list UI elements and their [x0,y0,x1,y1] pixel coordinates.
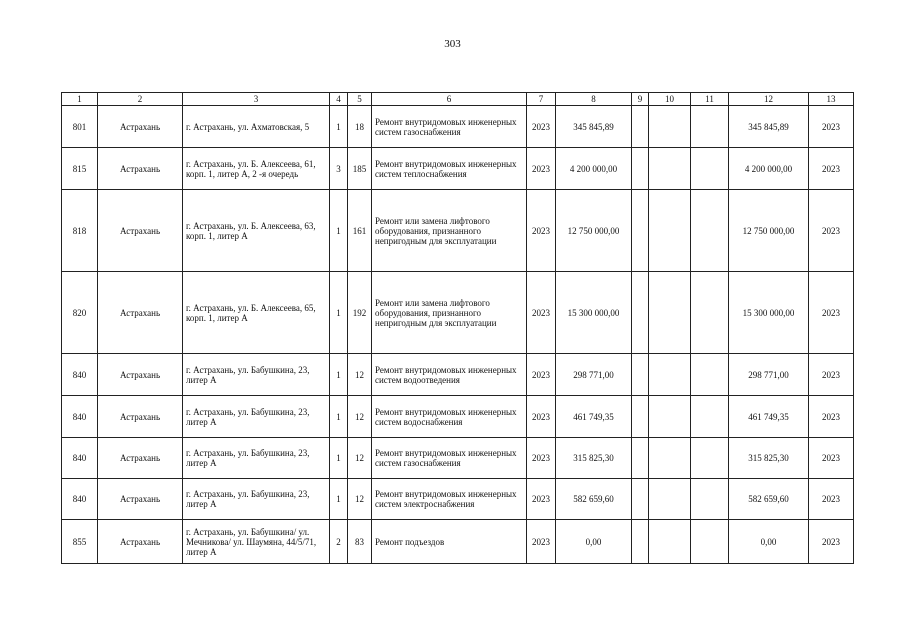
cell-completion-year: 2023 [809,148,854,190]
cell-col-11 [691,396,729,438]
cell-col-9 [632,520,649,564]
cell-col-9 [632,396,649,438]
cell-col-10 [649,106,691,148]
cell-col-11 [691,148,729,190]
cell-city: Астрахань [98,438,183,479]
cell-total: 12 750 000,00 [729,190,809,272]
cell-year: 2023 [527,190,556,272]
cell-completion-year: 2023 [809,106,854,148]
page-number: 303 [444,38,461,50]
cell-total: 315 825,30 [729,438,809,479]
cell-city: Астрахань [98,396,183,438]
column-header: 12 [729,93,809,106]
cell-year: 2023 [527,438,556,479]
cell-col-11 [691,479,729,520]
cell-number: 840 [62,438,98,479]
cell-total: 298 771,00 [729,354,809,396]
cell-col-11 [691,106,729,148]
cell-work-type: Ремонт внутридомовых инженерных систем водоотведения [372,354,527,396]
column-header: 2 [98,93,183,106]
column-header: 3 [183,93,330,106]
repair-registry-table [61,92,854,564]
cell-cost: 12 750 000,00 [556,190,632,272]
table-body [62,106,854,564]
cell-number: 801 [62,106,98,148]
cell-total: 0,00 [729,520,809,564]
cell-number: 815 [62,148,98,190]
cell-completion-year: 2023 [809,354,854,396]
cell-work-type: Ремонт внутридомовых инженерных систем водоснабжения [372,396,527,438]
cell-col-5: 12 [348,438,372,479]
column-header: 5 [348,93,372,106]
cell-number: 818 [62,190,98,272]
cell-work-type: Ремонт внутридомовых инженерных систем газоснабжения [372,106,527,148]
cell-completion-year: 2023 [809,190,854,272]
cell-year: 2023 [527,479,556,520]
cell-city: Астрахань [98,148,183,190]
cell-col-4: 1 [330,272,348,354]
table-row [62,438,854,479]
cell-col-4: 3 [330,148,348,190]
cell-col-9 [632,438,649,479]
cell-cost: 15 300 000,00 [556,272,632,354]
cell-col-9 [632,190,649,272]
cell-year: 2023 [527,396,556,438]
cell-year: 2023 [527,272,556,354]
cell-cost: 4 200 000,00 [556,148,632,190]
cell-col-10 [649,354,691,396]
cell-cost: 315 825,30 [556,438,632,479]
cell-col-5: 12 [348,479,372,520]
cell-year: 2023 [527,106,556,148]
cell-city: Астрахань [98,354,183,396]
cell-col-4: 2 [330,520,348,564]
cell-col-10 [649,148,691,190]
cell-address: г. Астрахань, ул. Бабушкина, 23, литер А [183,354,330,396]
cell-total: 4 200 000,00 [729,148,809,190]
cell-col-5: 161 [348,190,372,272]
cell-col-11 [691,438,729,479]
cell-col-10 [649,190,691,272]
cell-work-type: Ремонт внутридомовых инженерных систем электроснабжения [372,479,527,520]
cell-cost: 298 771,00 [556,354,632,396]
cell-col-10 [649,272,691,354]
column-header: 7 [527,93,556,106]
cell-year: 2023 [527,520,556,564]
cell-total: 15 300 000,00 [729,272,809,354]
cell-col-4: 1 [330,190,348,272]
cell-col-9 [632,354,649,396]
column-header: 11 [691,93,729,106]
table-row [62,190,854,272]
cell-city: Астрахань [98,106,183,148]
column-header: 8 [556,93,632,106]
cell-col-4: 1 [330,354,348,396]
cell-completion-year: 2023 [809,396,854,438]
cell-address: г. Астрахань, ул. Ахматовская, 5 [183,106,330,148]
cell-col-9 [632,479,649,520]
cell-number: 855 [62,520,98,564]
cell-total: 582 659,60 [729,479,809,520]
table-row [62,354,854,396]
cell-number: 820 [62,272,98,354]
cell-col-4: 1 [330,396,348,438]
cell-address: г. Астрахань, ул. Б. Алексеева, 65, корп. 1, литер А [183,272,330,354]
column-header: 1 [62,93,98,106]
column-header: 9 [632,93,649,106]
cell-city: Астрахань [98,190,183,272]
cell-city: Астрахань [98,520,183,564]
cell-number: 840 [62,354,98,396]
cell-col-10 [649,520,691,564]
cell-col-11 [691,520,729,564]
cell-address: г. Астрахань, ул. Бабушкина, 23, литер А [183,438,330,479]
cell-completion-year: 2023 [809,479,854,520]
column-number-row [62,93,854,106]
cell-col-10 [649,396,691,438]
cell-year: 2023 [527,148,556,190]
cell-col-11 [691,190,729,272]
cell-work-type: Ремонт или замена лифтового оборудования, признанного непригодным для эксплуатации [372,272,527,354]
cell-number: 840 [62,396,98,438]
cell-work-type: Ремонт или замена лифтового оборудования, признанного непригодным для эксплуатации [372,190,527,272]
table-row [62,479,854,520]
cell-col-9 [632,272,649,354]
cell-col-4: 1 [330,438,348,479]
cell-col-5: 83 [348,520,372,564]
cell-col-10 [649,479,691,520]
cell-cost: 461 749,35 [556,396,632,438]
cell-col-5: 185 [348,148,372,190]
column-header: 6 [372,93,527,106]
table-row [62,396,854,438]
cell-col-5: 192 [348,272,372,354]
cell-cost: 582 659,60 [556,479,632,520]
cell-col-5: 18 [348,106,372,148]
cell-work-type: Ремонт внутридомовых инженерных систем газоснабжения [372,438,527,479]
cell-total: 345 845,89 [729,106,809,148]
table-row [62,520,854,564]
cell-col-11 [691,354,729,396]
cell-address: г. Астрахань, ул. Б. Алексеева, 61, корп. 1, литер А, 2 -я очередь [183,148,330,190]
cell-col-4: 1 [330,479,348,520]
cell-address: г. Астрахань, ул. Б. Алексеева, 63, корп. 1, литер А [183,190,330,272]
cell-col-5: 12 [348,396,372,438]
table-row [62,148,854,190]
cell-col-4: 1 [330,106,348,148]
cell-city: Астрахань [98,479,183,520]
cell-year: 2023 [527,354,556,396]
cell-work-type: Ремонт внутридомовых инженерных систем теплоснабжения [372,148,527,190]
table-row [62,106,854,148]
column-header: 4 [330,93,348,106]
cell-cost: 0,00 [556,520,632,564]
cell-col-9 [632,106,649,148]
cell-total: 461 749,35 [729,396,809,438]
column-header: 10 [649,93,691,106]
cell-col-11 [691,272,729,354]
cell-completion-year: 2023 [809,438,854,479]
column-header: 13 [809,93,854,106]
cell-col-10 [649,438,691,479]
cell-completion-year: 2023 [809,520,854,564]
table-row [62,272,854,354]
cell-address: г. Астрахань, ул. Бабушкина/ ул. Мечникова/ ул. Шаумяна, 44/5/71, литер А [183,520,330,564]
cell-col-9 [632,148,649,190]
cell-address: г. Астрахань, ул. Бабушкина, 23, литер А [183,396,330,438]
cell-completion-year: 2023 [809,272,854,354]
cell-number: 840 [62,479,98,520]
cell-cost: 345 845,89 [556,106,632,148]
cell-col-5: 12 [348,354,372,396]
cell-city: Астрахань [98,272,183,354]
cell-work-type: Ремонт подъездов [372,520,527,564]
cell-address: г. Астрахань, ул. Бабушкина, 23, литер А [183,479,330,520]
